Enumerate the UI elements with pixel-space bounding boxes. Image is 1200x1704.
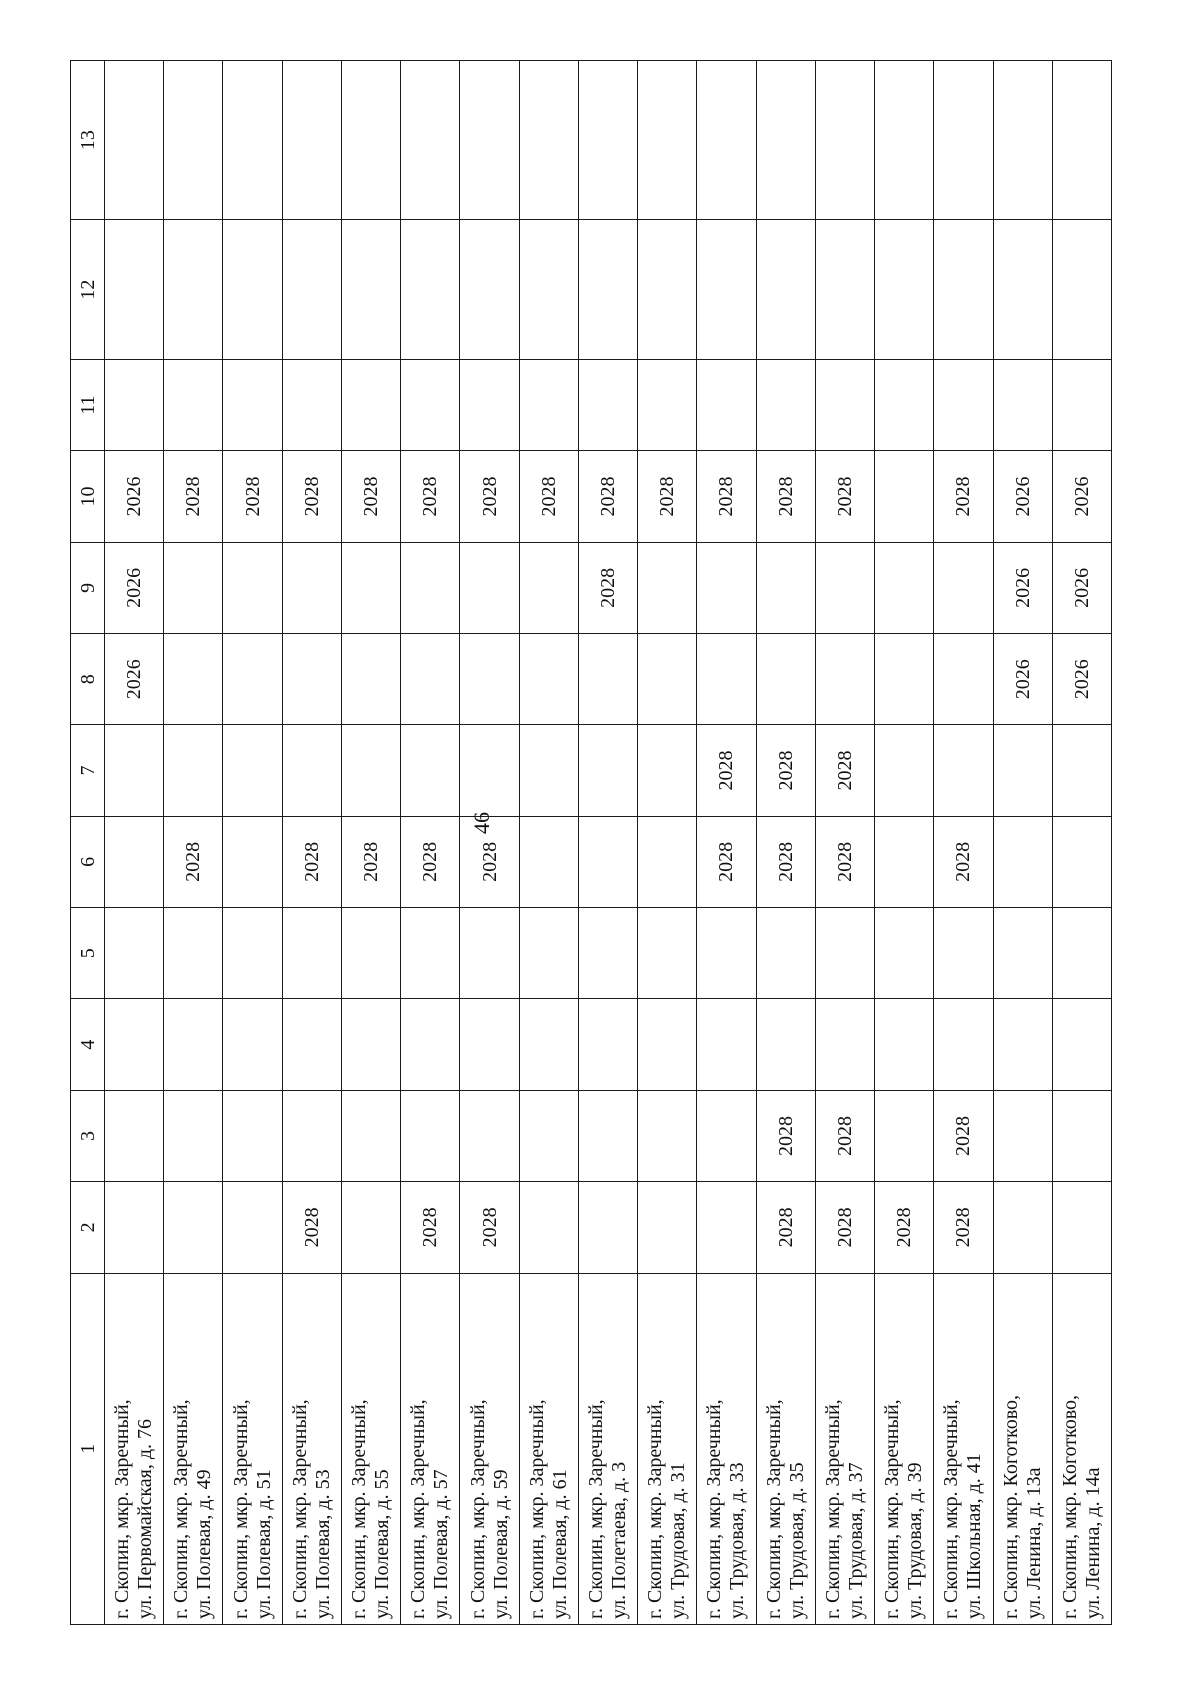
year-cell-col-12	[401, 220, 460, 360]
address-line-1: г. Скопин, мкр. Заречный,	[821, 1399, 844, 1619]
address-cell	[223, 1273, 282, 1624]
address-line-1: г. Скопин, мкр. Коготково,	[999, 1394, 1022, 1619]
column-header-3: 3	[71, 1090, 105, 1181]
year-cell-col-9	[815, 542, 874, 633]
year-cell-col-10: 2028	[401, 451, 460, 542]
year-cell-col-6: 2028	[460, 816, 519, 907]
year-cell-col-5	[756, 908, 815, 999]
year-cell-col-13	[875, 61, 934, 220]
year-cell-col-12	[638, 220, 697, 360]
year-cell-col-12	[164, 220, 223, 360]
table-row	[460, 61, 519, 1625]
year-cell-col-8	[164, 634, 223, 725]
year-cell-col-4	[401, 999, 460, 1090]
address-line-1: г. Скопин, мкр. Заречный,	[288, 1399, 311, 1619]
year-cell-col-6	[1052, 816, 1111, 907]
year-cell-col-6	[578, 816, 637, 907]
year-cell-col-3	[223, 1090, 282, 1181]
year-cell-col-9	[282, 542, 341, 633]
year-cell-col-8	[638, 634, 697, 725]
year-cell-col-13	[815, 61, 874, 220]
year-cell-col-8	[697, 634, 756, 725]
year-cell-col-7	[341, 725, 400, 816]
year-cell-col-6: 2028	[341, 816, 400, 907]
address-cell	[756, 1273, 815, 1624]
table-row	[401, 61, 460, 1625]
year-cell-col-13	[401, 61, 460, 220]
year-cell-col-3: 2028	[815, 1090, 874, 1181]
year-cell-col-3: 2028	[934, 1090, 993, 1181]
year-cell-col-6: 2028	[282, 816, 341, 907]
year-cell-col-4	[697, 999, 756, 1090]
year-cell-col-5	[697, 908, 756, 999]
year-cell-col-2: 2028	[756, 1182, 815, 1273]
column-header-1: 1	[71, 1273, 105, 1624]
column-header-4: 4	[71, 999, 105, 1090]
year-cell-col-6: 2028	[815, 816, 874, 907]
year-cell-col-5	[934, 908, 993, 999]
year-cell-col-9: 2028	[578, 542, 637, 633]
year-cell-col-8	[223, 634, 282, 725]
year-cell-col-12	[993, 220, 1052, 360]
address-line-1: г. Скопин, мкр. Заречный,	[940, 1399, 963, 1619]
year-cell-col-11	[105, 359, 164, 450]
address-line-2: ул. Трудовая, д. 37	[844, 1462, 867, 1619]
column-header-10: 10	[71, 451, 105, 542]
year-cell-col-9	[756, 542, 815, 633]
year-cell-col-2	[519, 1182, 578, 1273]
year-cell-col-7	[223, 725, 282, 816]
address-line-1: г. Скопин, мкр. Заречный,	[762, 1399, 785, 1619]
address-line-1: г. Скопин, мкр. Заречный,	[170, 1399, 193, 1619]
table-body	[105, 61, 1112, 1625]
year-cell-col-10: 2028	[519, 451, 578, 542]
address-line-2: ул. Трудовая, д. 31	[667, 1462, 690, 1619]
address-cell	[401, 1273, 460, 1624]
year-cell-col-10: 2028	[638, 451, 697, 542]
year-cell-col-8	[282, 634, 341, 725]
year-cell-col-12	[282, 220, 341, 360]
year-cell-col-4	[578, 999, 637, 1090]
year-cell-col-7: 2028	[815, 725, 874, 816]
year-cell-col-11	[282, 359, 341, 450]
year-cell-col-6: 2028	[697, 816, 756, 907]
year-cell-col-8	[519, 634, 578, 725]
address-line-1: г. Скопин, мкр. Заречный,	[584, 1399, 607, 1619]
year-cell-col-11	[578, 359, 637, 450]
address-line-2: ул. Первомайская, д. 76	[134, 1419, 157, 1619]
table-row	[697, 61, 756, 1625]
year-cell-col-9	[401, 542, 460, 633]
year-cell-col-12	[1052, 220, 1111, 360]
year-cell-col-2: 2028	[460, 1182, 519, 1273]
year-cell-col-8	[934, 634, 993, 725]
year-cell-col-11	[638, 359, 697, 450]
year-cell-col-8	[578, 634, 637, 725]
year-cell-col-9	[875, 542, 934, 633]
year-cell-col-8: 2026	[1052, 634, 1111, 725]
year-cell-col-13	[519, 61, 578, 220]
year-cell-col-7	[578, 725, 637, 816]
year-cell-col-12	[756, 220, 815, 360]
year-cell-col-2: 2028	[934, 1182, 993, 1273]
year-cell-col-13	[105, 61, 164, 220]
address-line-1: г. Скопин, мкр. Заречный,	[229, 1399, 252, 1619]
address-line-2: ул. Трудовая, д. 39	[904, 1462, 927, 1619]
year-cell-col-2	[1052, 1182, 1111, 1273]
address-line-2: ул. Ленина, д. 14а	[1081, 1467, 1104, 1619]
year-cell-col-6	[223, 816, 282, 907]
table-row	[993, 61, 1052, 1625]
year-cell-col-9: 2026	[105, 542, 164, 633]
year-cell-col-11	[875, 359, 934, 450]
year-cell-col-5	[875, 908, 934, 999]
year-cell-col-7	[401, 725, 460, 816]
year-cell-col-4	[875, 999, 934, 1090]
page-number: 46	[469, 812, 494, 834]
year-cell-col-9	[341, 542, 400, 633]
year-cell-col-2	[578, 1182, 637, 1273]
address-line-1: г. Скопин, мкр. Заречный,	[111, 1399, 134, 1619]
year-cell-col-5	[401, 908, 460, 999]
year-cell-col-6	[993, 816, 1052, 907]
address-cell	[815, 1273, 874, 1624]
year-cell-col-3: 2028	[756, 1090, 815, 1181]
year-cell-col-3	[993, 1090, 1052, 1181]
year-cell-col-2	[697, 1182, 756, 1273]
year-cell-col-2: 2028	[401, 1182, 460, 1273]
year-cell-col-7	[164, 725, 223, 816]
year-cell-col-7: 2028	[756, 725, 815, 816]
table-row	[578, 61, 637, 1625]
address-cell	[1052, 1273, 1111, 1624]
table-row	[164, 61, 223, 1625]
year-cell-col-4	[223, 999, 282, 1090]
year-cell-col-11	[519, 359, 578, 450]
address-line-2: ул. Полевая, д. 49	[193, 1469, 216, 1619]
address-cell	[993, 1273, 1052, 1624]
table-row	[341, 61, 400, 1625]
year-cell-col-9	[164, 542, 223, 633]
year-cell-col-10: 2026	[105, 451, 164, 542]
address-line-1: г. Скопин, мкр. Заречный,	[703, 1399, 726, 1619]
year-cell-col-8	[341, 634, 400, 725]
year-cell-col-12	[697, 220, 756, 360]
year-cell-col-3	[578, 1090, 637, 1181]
year-cell-col-8: 2026	[105, 634, 164, 725]
year-cell-col-4	[993, 999, 1052, 1090]
year-cell-col-6: 2028	[934, 816, 993, 907]
address-cell	[460, 1273, 519, 1624]
year-cell-col-10: 2026	[1052, 451, 1111, 542]
year-cell-col-13	[341, 61, 400, 220]
table-row	[105, 61, 164, 1625]
year-cell-col-9	[460, 542, 519, 633]
year-cell-col-3	[1052, 1090, 1111, 1181]
year-cell-col-3	[282, 1090, 341, 1181]
year-cell-col-11	[401, 359, 460, 450]
year-cell-col-7	[934, 725, 993, 816]
table-row	[875, 61, 934, 1625]
year-cell-col-10: 2028	[756, 451, 815, 542]
address-line-2: ул. Ленина, д. 13а	[1022, 1467, 1045, 1619]
header-row	[71, 61, 105, 1625]
year-cell-col-13	[993, 61, 1052, 220]
address-line-2: ул. Полевая, д. 57	[430, 1469, 453, 1619]
address-line-2: ул. Полевая, д. 53	[311, 1469, 334, 1619]
address-line-1: г. Скопин, мкр. Заречный,	[881, 1399, 904, 1619]
address-cell	[875, 1273, 934, 1624]
year-cell-col-9	[638, 542, 697, 633]
address-cell	[164, 1273, 223, 1624]
year-cell-col-3	[875, 1090, 934, 1181]
year-cell-col-13	[638, 61, 697, 220]
year-cell-col-10: 2028	[815, 451, 874, 542]
column-header-13: 13	[71, 61, 105, 220]
year-cell-col-13	[934, 61, 993, 220]
address-line-2: ул. Полевая, д. 59	[489, 1469, 512, 1619]
year-cell-col-13	[282, 61, 341, 220]
year-cell-col-13	[578, 61, 637, 220]
address-line-1: г. Скопин, мкр. Заречный,	[525, 1399, 548, 1619]
table-row	[519, 61, 578, 1625]
address-cell	[282, 1273, 341, 1624]
table-row	[223, 61, 282, 1625]
year-cell-col-3	[105, 1090, 164, 1181]
year-cell-col-10: 2026	[993, 451, 1052, 542]
year-cell-col-4	[756, 999, 815, 1090]
year-cell-col-5	[1052, 908, 1111, 999]
year-cell-col-5	[578, 908, 637, 999]
column-header-11: 11	[71, 359, 105, 450]
year-cell-col-11	[756, 359, 815, 450]
year-cell-col-10: 2028	[578, 451, 637, 542]
year-cell-col-10	[875, 451, 934, 542]
address-line-1: г. Скопин, мкр. Заречный,	[407, 1399, 430, 1619]
table-row	[638, 61, 697, 1625]
year-cell-col-6	[638, 816, 697, 907]
address-line-1: г. Скопин, мкр. Заречный,	[466, 1399, 489, 1619]
year-cell-col-7	[638, 725, 697, 816]
year-cell-col-4	[1052, 999, 1111, 1090]
year-cell-col-5	[460, 908, 519, 999]
address-line-2: ул. Полевая, д. 55	[371, 1469, 394, 1619]
year-cell-col-2: 2028	[282, 1182, 341, 1273]
year-cell-col-12	[578, 220, 637, 360]
year-cell-col-10: 2028	[282, 451, 341, 542]
year-cell-col-7	[282, 725, 341, 816]
year-cell-col-6	[519, 816, 578, 907]
column-header-12: 12	[71, 220, 105, 360]
address-line-2: ул. Полетаева, д. 3	[607, 1461, 630, 1619]
year-cell-col-12	[105, 220, 164, 360]
year-cell-col-5	[341, 908, 400, 999]
year-cell-col-6: 2028	[401, 816, 460, 907]
address-line-1: г. Скопин, мкр. Заречный,	[348, 1399, 371, 1619]
year-cell-col-12	[875, 220, 934, 360]
year-cell-col-11	[1052, 359, 1111, 450]
column-header-7: 7	[71, 725, 105, 816]
year-cell-col-5	[519, 908, 578, 999]
year-cell-col-3	[401, 1090, 460, 1181]
address-line-2: ул. Полевая, д. 61	[548, 1469, 571, 1619]
address-line-2: ул. Трудовая, д. 33	[726, 1462, 749, 1619]
year-cell-col-7	[993, 725, 1052, 816]
year-cell-col-8	[756, 634, 815, 725]
year-cell-col-11	[697, 359, 756, 450]
year-cell-col-10: 2028	[223, 451, 282, 542]
year-cell-col-8	[815, 634, 874, 725]
year-cell-col-11	[460, 359, 519, 450]
year-cell-col-9	[223, 542, 282, 633]
year-cell-col-4	[341, 999, 400, 1090]
year-cell-col-8: 2026	[993, 634, 1052, 725]
year-cell-col-11	[993, 359, 1052, 450]
year-cell-col-2	[105, 1182, 164, 1273]
table-row	[1052, 61, 1111, 1625]
address-cell	[519, 1273, 578, 1624]
year-cell-col-6: 2028	[756, 816, 815, 907]
year-cell-col-4	[164, 999, 223, 1090]
year-cell-col-9	[697, 542, 756, 633]
year-cell-col-7: 2028	[697, 725, 756, 816]
address-cell	[638, 1273, 697, 1624]
year-cell-col-6	[105, 816, 164, 907]
year-cell-col-12	[519, 220, 578, 360]
column-header-5: 5	[71, 908, 105, 999]
year-cell-col-7	[875, 725, 934, 816]
address-line-2: ул. Школьная, д. 41	[963, 1453, 986, 1619]
year-cell-col-2	[341, 1182, 400, 1273]
column-header-8: 8	[71, 634, 105, 725]
year-cell-col-12	[223, 220, 282, 360]
year-cell-col-2	[223, 1182, 282, 1273]
address-line-1: г. Скопин, мкр. Коготково,	[1058, 1394, 1081, 1619]
year-cell-col-9	[934, 542, 993, 633]
address-line-2: ул. Полевая, д. 51	[252, 1469, 275, 1619]
year-cell-col-13	[697, 61, 756, 220]
year-cell-col-3	[164, 1090, 223, 1181]
year-cell-col-10: 2028	[460, 451, 519, 542]
table-container	[70, 60, 1112, 1625]
year-cell-col-10: 2028	[164, 451, 223, 542]
address-line-2: ул. Трудовая, д. 35	[785, 1462, 808, 1619]
year-cell-col-13	[164, 61, 223, 220]
year-cell-col-10: 2028	[697, 451, 756, 542]
year-cell-col-4	[105, 999, 164, 1090]
year-cell-col-7	[105, 725, 164, 816]
year-cell-col-2: 2028	[875, 1182, 934, 1273]
column-header-2: 2	[71, 1182, 105, 1273]
address-cell	[341, 1273, 400, 1624]
year-cell-col-5	[815, 908, 874, 999]
year-cell-col-2: 2028	[815, 1182, 874, 1273]
year-cell-col-5	[164, 908, 223, 999]
address-cell	[105, 1273, 164, 1624]
table-row	[815, 61, 874, 1625]
year-cell-col-8	[460, 634, 519, 725]
year-cell-col-5	[223, 908, 282, 999]
year-cell-col-11	[815, 359, 874, 450]
year-cell-col-7	[519, 725, 578, 816]
year-cell-col-3	[638, 1090, 697, 1181]
year-cell-col-8	[401, 634, 460, 725]
year-cell-col-4	[460, 999, 519, 1090]
year-cell-col-11	[934, 359, 993, 450]
year-cell-col-3	[460, 1090, 519, 1181]
address-cell	[578, 1273, 637, 1624]
year-cell-col-4	[815, 999, 874, 1090]
year-cell-col-13	[223, 61, 282, 220]
year-cell-col-9: 2026	[993, 542, 1052, 633]
address-line-1: г. Скопин, мкр. Заречный,	[644, 1399, 667, 1619]
year-cell-col-6: 2028	[164, 816, 223, 907]
year-cell-col-12	[815, 220, 874, 360]
year-cell-col-4	[282, 999, 341, 1090]
year-cell-col-2	[993, 1182, 1052, 1273]
address-cell	[934, 1273, 993, 1624]
year-cell-col-7	[1052, 725, 1111, 816]
year-cell-col-2	[164, 1182, 223, 1273]
year-cell-col-11	[223, 359, 282, 450]
year-cell-col-5	[638, 908, 697, 999]
year-cell-col-11	[164, 359, 223, 450]
year-cell-col-3	[519, 1090, 578, 1181]
year-cell-col-12	[934, 220, 993, 360]
year-cell-col-4	[638, 999, 697, 1090]
year-cell-col-12	[460, 220, 519, 360]
year-cell-col-13	[1052, 61, 1111, 220]
year-cell-col-7	[460, 725, 519, 816]
year-cell-col-10: 2028	[341, 451, 400, 542]
year-cell-col-9	[519, 542, 578, 633]
year-cell-col-13	[460, 61, 519, 220]
year-cell-col-2	[638, 1182, 697, 1273]
year-cell-col-5	[282, 908, 341, 999]
column-header-9: 9	[71, 542, 105, 633]
year-cell-col-6	[875, 816, 934, 907]
schedule-table	[70, 60, 1112, 1625]
year-cell-col-9: 2026	[1052, 542, 1111, 633]
year-cell-col-12	[341, 220, 400, 360]
year-cell-col-5	[993, 908, 1052, 999]
year-cell-col-13	[756, 61, 815, 220]
year-cell-col-4	[934, 999, 993, 1090]
table-row	[934, 61, 993, 1625]
year-cell-col-3	[697, 1090, 756, 1181]
year-cell-col-10: 2028	[934, 451, 993, 542]
year-cell-col-11	[341, 359, 400, 450]
table-row	[756, 61, 815, 1625]
year-cell-col-8	[875, 634, 934, 725]
year-cell-col-3	[341, 1090, 400, 1181]
column-header-6: 6	[71, 816, 105, 907]
address-cell	[697, 1273, 756, 1624]
year-cell-col-4	[519, 999, 578, 1090]
table-row	[282, 61, 341, 1625]
year-cell-col-5	[105, 908, 164, 999]
